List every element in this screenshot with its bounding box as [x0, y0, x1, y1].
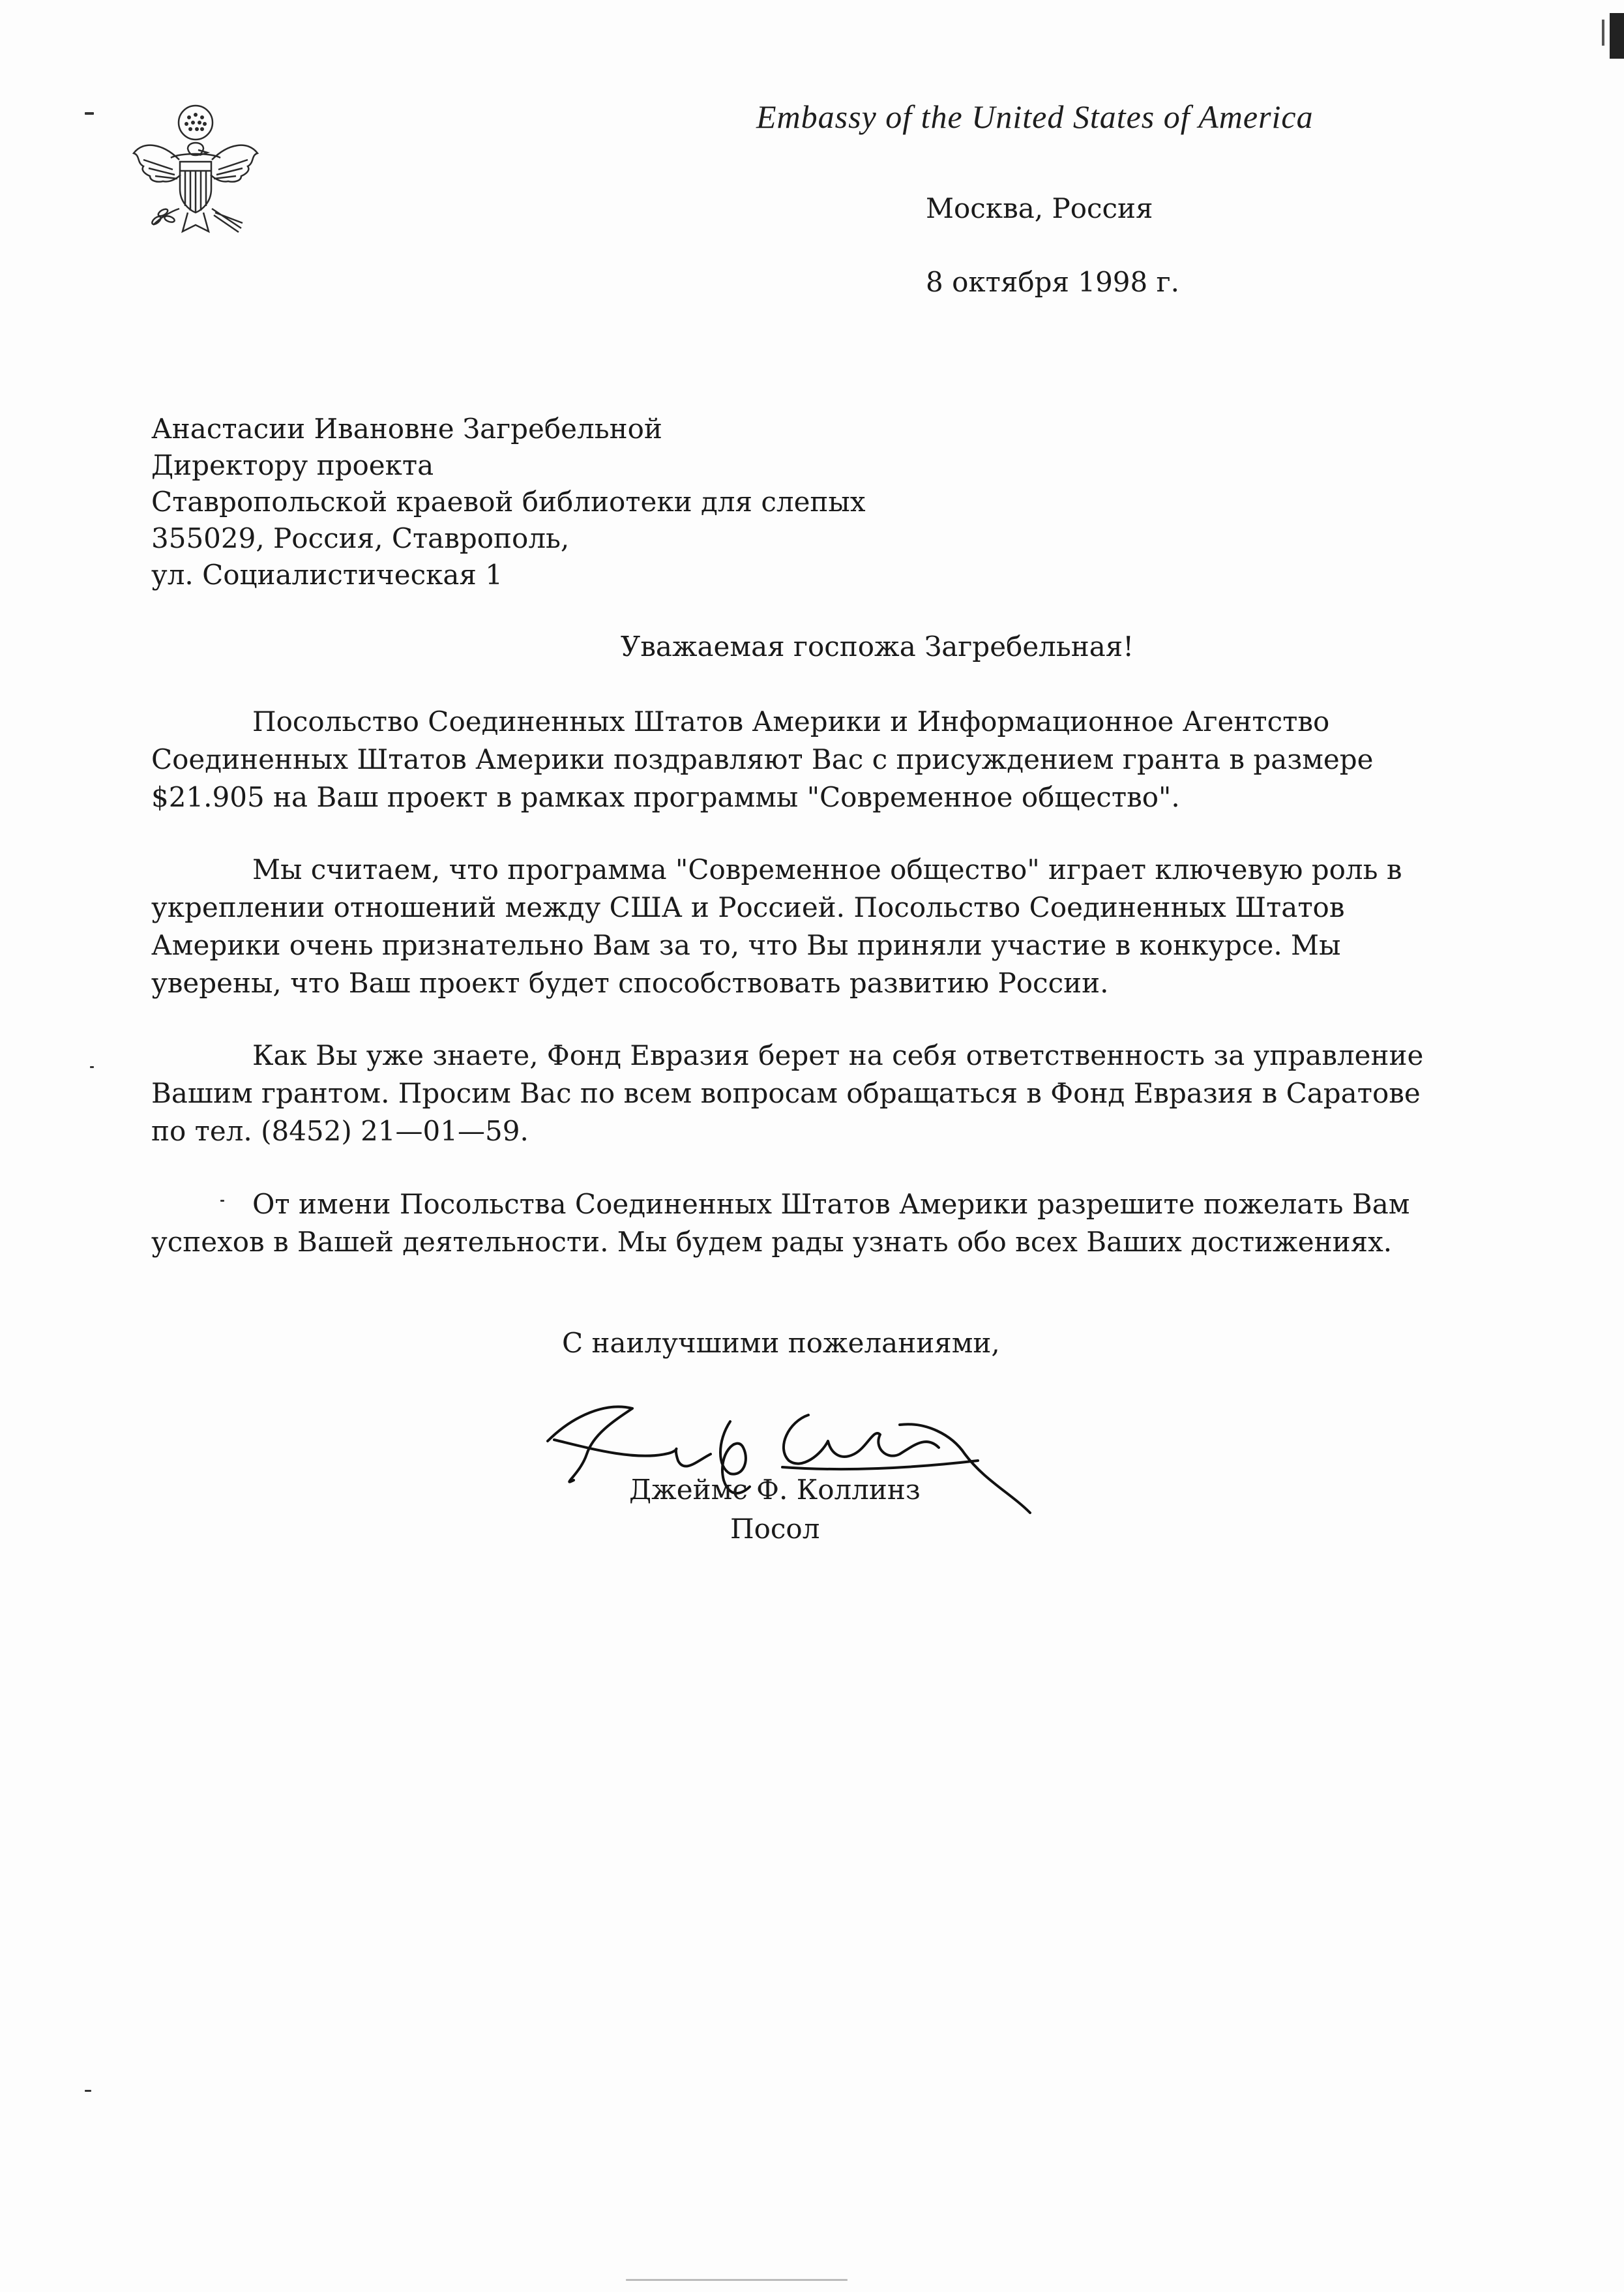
- body-paragraph: Посольство Соединенных Штатов Америки и Информационное Агентство Соединенных Штатов Америки поздравляют Вас с присуждением гранта в размере $21.905 на Ваш проект в рамках программы "Современное общество".: [151, 706, 1374, 813]
- body-paragraph: Мы считаем, что программа "Современное общество" играет ключевую роль в укреплении отношений между США и Россией. Посольство Соединенных Штатов Америки очень признательно Вам за то, что Вы приняли участие в конкурсе. Мы уверены, что Ваш проект будет способствовать развитию России.: [151, 854, 1402, 999]
- recipient-address: [151, 411, 866, 593]
- signer-title: Посол: [730, 1513, 820, 1545]
- signer-name: Джеймс Ф. Коллинз: [629, 1474, 921, 1506]
- scan-edge-mark-thin: [1602, 20, 1604, 46]
- body-paragraph: Как Вы уже знаете, Фонд Евразия берет на себя ответственность за управление Вашим грантом. Просим Вас по всем вопросам обращаться в Фонд Евразия в Саратове по тел. (8452) 21—01—59.: [151, 1039, 1424, 1147]
- recipient-city: 355029, Россия, Ставрополь,: [151, 522, 570, 554]
- recipient-name: Анастасии Ивановне Загребельной: [151, 413, 662, 445]
- scan-speck: [85, 112, 94, 115]
- closing-phrase: С наилучшими пожеланиями,: [562, 1327, 1000, 1359]
- recipient-street: ул. Социалистическая 1: [151, 559, 503, 591]
- body-paragraph: От имени Посольства Соединенных Штатов Америки разрешите пожелать Вам успехов в Вашей деятельности. Мы будем рады узнать обо всех Ваших достижениях.: [151, 1188, 1410, 1258]
- recipient-position: Директору проекта: [151, 449, 434, 481]
- scan-edge-mark: [1610, 13, 1624, 59]
- recipient-organization: Ставропольской краевой библиотеки для слепых: [151, 486, 866, 518]
- letter-place: Москва, Россия: [926, 192, 1153, 224]
- scan-speck: [85, 2090, 91, 2092]
- scan-speck: [90, 1066, 94, 1068]
- scan-edge-line: [626, 2279, 848, 2281]
- letterhead-org: Embassy of the United States of America: [756, 98, 1314, 135]
- letter-date: 8 октября 1998 г.: [926, 266, 1179, 298]
- us-great-seal-icon: [117, 98, 274, 254]
- salutation: Уважаемая госпожа Загребельная!: [620, 631, 1134, 662]
